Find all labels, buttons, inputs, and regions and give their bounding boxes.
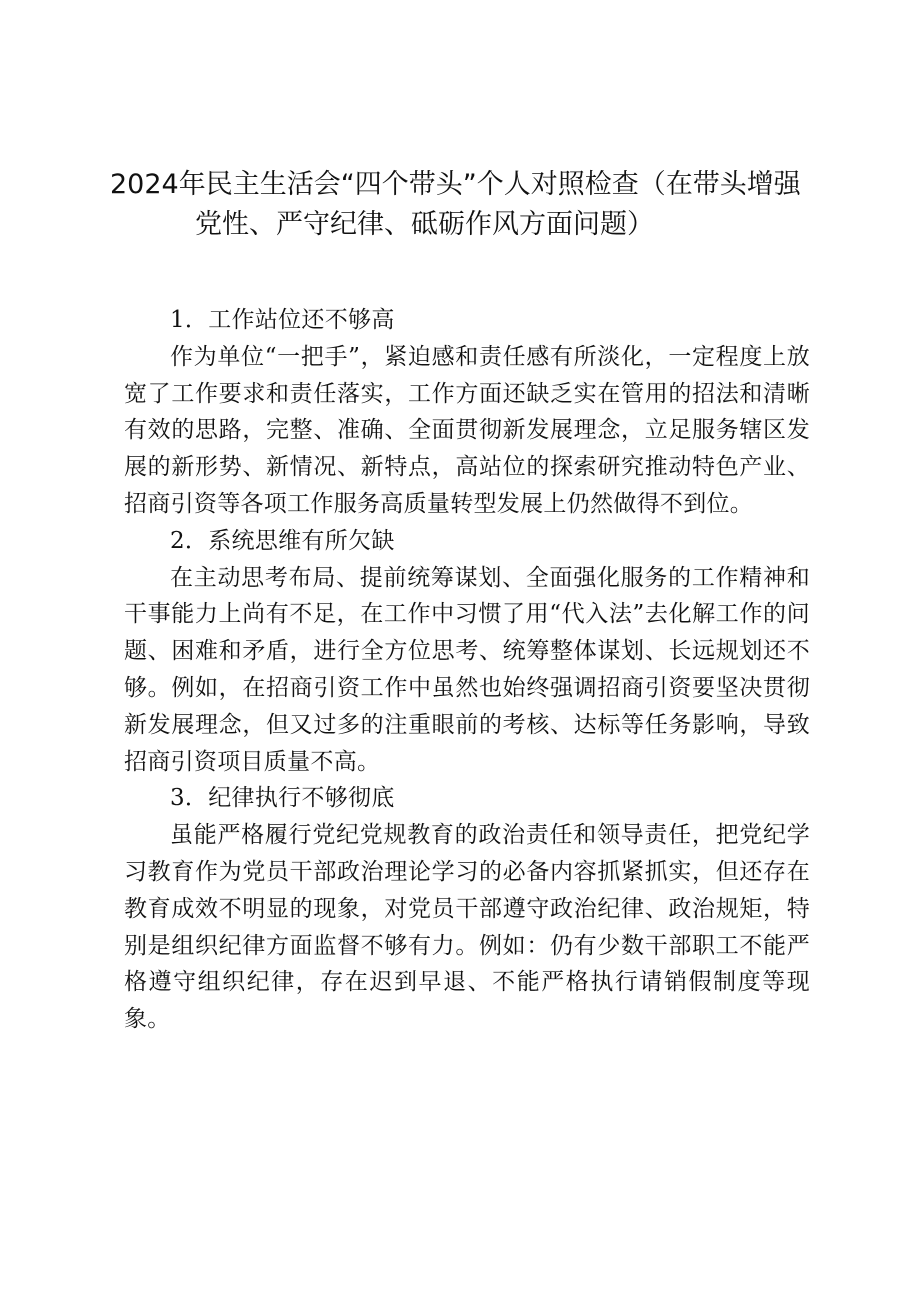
section-3-paragraph: 虽能严格履行党纪党规教育的政治责任和领导责任，把党纪学习教育作为党员干部政治理论学习的必备内容抓紧抓实，但还存在教育成效不明显的现象，对党员干部遵守政治纪律、政治规矩，特别是组织纪律方面监督不够有力。例如：仍有少数干部职工不能严格遵守组织纪律，存在迟到早退、不能严格执行请销假制度等现象。 (124, 822, 810, 1033)
document-title-line-1: 2024年民主生活会“四个带头”个人对照检查（在带头增强 (110, 169, 801, 200)
document-body (124, 302, 810, 1038)
section-3-heading: 3．纪律执行不够彻底 (170, 785, 395, 812)
section-2-paragraph: 在主动思考布局、提前统筹谋划、全面强化服务的工作精神和干事能力上尚有不足，在工作中习惯了用“代入法”去化解工作的问题、困难和矛盾，进行全方位思考、统筹整体谋划、长远规划还不够。例如，在招商引资工作中虽然也始终强调招商引资要坚决贯彻新发展理念，但又过多的注重眼前的考核、达标等任务影响，导致招商引资项目质量不高。 (124, 564, 810, 775)
section-1-heading: 1．工作站位还不够高 (170, 307, 395, 333)
document-title-line-2: 党性、严守纪律、砥砺作风方面问题） (195, 209, 654, 240)
document-title (110, 165, 820, 245)
section-1-paragraph: 作为单位“一把手”，紧迫感和责任感有所淡化，一定程度上放宽了工作要求和责任落实，工作方面还缺乏实在管用的招法和清晰有效的思路，完整、准确、全面贯彻新发展理念，立足服务辖区发展的新形势、新情况、新特点，高站位的探索研究推动特色产业、招商引资等各项工作服务高质量转型发展上仍然做得不到位。 (124, 343, 810, 517)
section-2-heading: 2．系统思维有所欠缺 (170, 527, 395, 554)
